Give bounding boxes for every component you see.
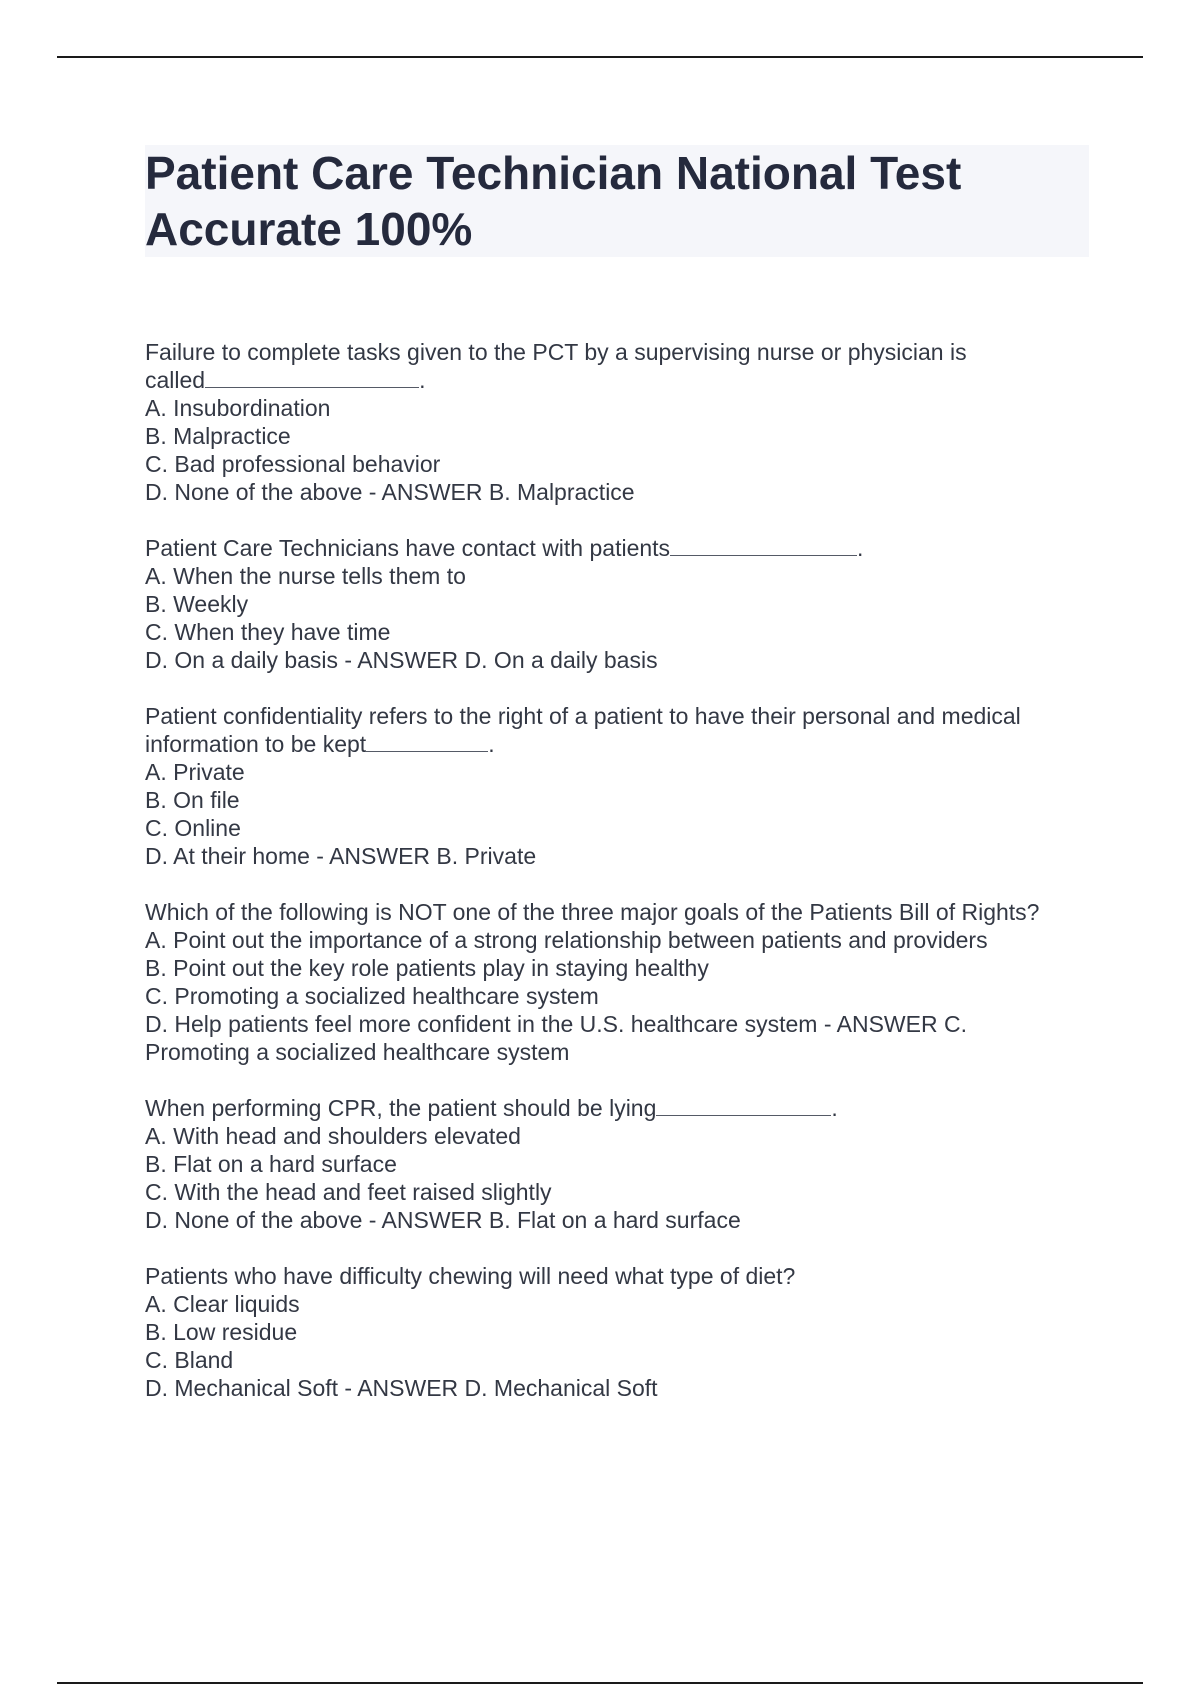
question-stem-continued	[145, 730, 1095, 758]
option-a: A. When the nurse tells them to	[145, 563, 466, 589]
fill-in-blank	[366, 732, 488, 752]
option-c: C. With the head and feet raised slightly	[145, 1179, 552, 1205]
question-stem	[145, 1094, 1095, 1122]
question-block	[145, 898, 1095, 1066]
title-line-1: Patient Care Technician National Test	[145, 147, 962, 199]
option-d-answer: D. Mechanical Soft - ANSWER D. Mechanical Soft	[145, 1375, 658, 1401]
stem-text: .	[857, 535, 864, 561]
option-b: B. Malpractice	[145, 423, 291, 449]
option-d-answer: D. At their home - ANSWER B. Private	[145, 843, 537, 869]
question-stem: Patients who have difficulty chewing will need what type of diet?	[145, 1263, 796, 1289]
fill-in-blank	[670, 536, 857, 556]
option-d-answer: D. Help patients feel more confident in the U.S. healthcare system - ANSWER C.	[145, 1011, 967, 1037]
option-c: C. Promoting a socialized healthcare system	[145, 983, 599, 1009]
option-b: B. Weekly	[145, 591, 249, 617]
option-d-answer: D. On a daily basis - ANSWER D. On a daily basis	[145, 647, 658, 673]
option-b: B. Low residue	[145, 1319, 298, 1345]
fill-in-blank	[656, 1096, 831, 1116]
header-divider	[57, 56, 1143, 58]
stem-text: .	[831, 1095, 838, 1121]
option-c: C. Online	[145, 815, 241, 841]
question-stem: Which of the following is NOT one of the three major goals of the Patients Bill of Rights?	[145, 899, 1040, 925]
document-title	[145, 145, 1089, 257]
question-block	[145, 534, 1095, 674]
option-b: B. On file	[145, 787, 240, 813]
stem-text: When performing CPR, the patient should be lying	[145, 1095, 657, 1121]
option-d-answer: D. None of the above - ANSWER B. Malpractice	[145, 479, 635, 505]
fill-in-blank	[205, 368, 419, 388]
question-block	[145, 1262, 1095, 1402]
question-stem-continued	[145, 366, 1095, 394]
stem-text: .	[419, 367, 426, 393]
stem-text: .	[488, 731, 495, 757]
option-a: A. Private	[145, 759, 245, 785]
question-stem: Failure to complete tasks given to the PCT by a supervising nurse or physician is	[145, 339, 967, 365]
question-block	[145, 1094, 1095, 1234]
option-d-answer: D. None of the above - ANSWER B. Flat on a hard surface	[145, 1207, 741, 1233]
option-a: A. Point out the importance of a strong relationship between patients and providers	[145, 927, 988, 953]
option-c: C. When they have time	[145, 619, 391, 645]
question-block	[145, 338, 1095, 506]
stem-text: Patient Care Technicians have contact with patients	[145, 535, 671, 561]
option-a: A. With head and shoulders elevated	[145, 1123, 521, 1149]
option-a: A. Clear liquids	[145, 1291, 300, 1317]
question-stem: Patient confidentiality refers to the right of a patient to have their personal and medical	[145, 703, 1021, 729]
option-d-answer-continued: Promoting a socialized healthcare system	[145, 1039, 570, 1065]
stem-text: called	[145, 367, 206, 393]
option-c: C. Bad professional behavior	[145, 451, 441, 477]
option-c: C. Bland	[145, 1347, 234, 1373]
option-b: B. Point out the key role patients play in staying healthy	[145, 955, 709, 981]
question-stem	[145, 534, 1095, 562]
option-b: B. Flat on a hard surface	[145, 1151, 397, 1177]
stem-text: information to be kept	[145, 731, 367, 757]
footer-divider	[57, 1682, 1143, 1684]
question-block	[145, 702, 1095, 870]
question-list	[145, 338, 1095, 1430]
title-line-2: Accurate 100%	[145, 203, 473, 255]
option-a: A. Insubordination	[145, 395, 331, 421]
